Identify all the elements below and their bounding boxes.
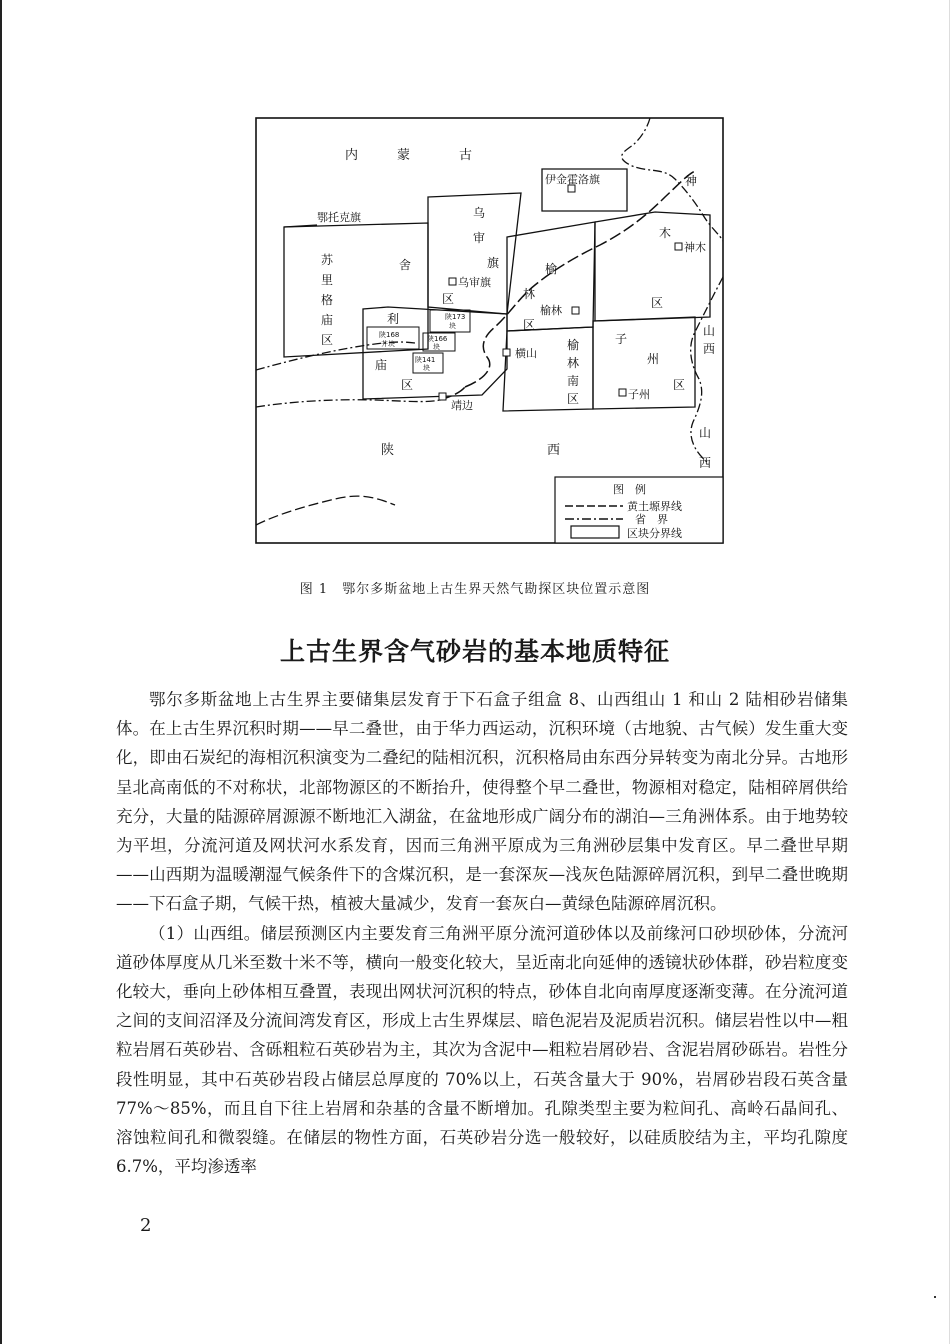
- province-boundary-east: [622, 118, 723, 241]
- yijinhuoluo-city-marker: [568, 185, 575, 192]
- label-shanxi-east-1a: 山: [703, 324, 716, 338]
- legend-title: 图 例: [613, 483, 646, 496]
- label-yulin-1: 榆: [545, 262, 558, 276]
- body-text: [116, 685, 848, 1181]
- legend-loess: 黄土塬界线: [627, 500, 682, 513]
- label-she: 舍: [399, 258, 412, 272]
- label-zizhou-3: 区: [673, 378, 686, 392]
- label-li: 利: [387, 312, 400, 326]
- label-shanxi-east-2b: 西: [699, 456, 712, 470]
- label-nei: 内: [345, 148, 359, 163]
- label-zizhou-2: 州: [647, 352, 660, 366]
- label-shen-top: 神: [685, 174, 698, 188]
- label-wushen-city: 乌审旗: [458, 276, 491, 289]
- label-wushen-2: 审: [473, 231, 486, 245]
- block-yulin-south: [503, 327, 593, 411]
- label-qu-shenmu: 区: [651, 296, 664, 310]
- label-hengshan: 横山: [515, 347, 537, 360]
- label-shenmu-city: 神木: [684, 241, 706, 254]
- label-mu: 木: [659, 226, 672, 240]
- label-sulige-3: 格: [321, 293, 334, 307]
- label-shaan166-b: 块: [433, 343, 440, 351]
- hengshan-city-marker: [503, 349, 510, 356]
- label-zizhou-city: 子州: [628, 388, 650, 401]
- label-shanxi-east-2a: 山: [699, 426, 712, 440]
- wushen-city-marker: [449, 278, 456, 285]
- legend-block: 区块分界线: [627, 527, 682, 540]
- label-yulinnan-1: 榆: [567, 338, 580, 352]
- label-sulige-2: 里: [321, 273, 334, 287]
- label-shaan173-a: 陕173: [445, 313, 466, 321]
- legend-province: 省 界: [635, 513, 668, 526]
- label-yijinhuoluo: 伊金霍洛旗: [545, 173, 600, 186]
- gas-exploration-block-map: [255, 117, 725, 545]
- page-number: 2: [140, 1215, 152, 1236]
- label-yulinnan-4: 区: [567, 392, 580, 406]
- page-left-edge: [0, 0, 2, 1344]
- map-legend: [555, 477, 723, 543]
- label-wushen-3: 旗: [487, 256, 500, 270]
- label-zizhou-1: 子: [615, 332, 628, 346]
- label-shaan173-b: 块: [449, 322, 456, 330]
- label-wushen-4: 区: [442, 292, 455, 306]
- label-xi: 西: [547, 443, 561, 458]
- label-shaan168-a: 陕168: [379, 331, 400, 339]
- province-boundary-south: [256, 400, 440, 407]
- label-sulige-4: 庙: [321, 313, 334, 327]
- figure-caption: 图 1 鄂尔多斯盆地上古生界天然气勘探区块位置示意图: [299, 582, 651, 597]
- label-yulinnan-2: 林: [567, 356, 580, 370]
- paragraph: 鄂尔多斯盆地上古生界主要储集层发育于下石盒子组盒 8、山西组山 1 和山 2 陆相砂岩储集体。在上古生界沉积时期——早二叠世，由于华力西运动，沉积环境（古地貌、古气候）发生重大变化，即由石炭纪的海相沉积演变为二叠纪的陆相沉积，沉积格局由东西分异转变为南北分异。古地形呈北高南低的不对称状，北部物源区的不断抬升，使得整个早二叠世，物源相对稳定，陆相碎屑供给充分，大量的陆源碎屑源源不断地汇入湖盆，在盆地形成广阔分布的湖泊—三角洲体系。由于地势较为平坦，分流河道及网状河水系发育，因而三角洲平原成为三角洲砂层集中发育区。早二叠世早期——山西期为温暖潮湿气候条件下的含煤沉积，是一套深灰—浅灰色陆源碎屑沉积，到早二叠世晚期——下石盒子期，气候干热，植被大量减少，发育一套灰白—黄绿色陆源碎屑沉积。: [116, 690, 848, 914]
- label-yulin-2: 林: [523, 287, 536, 301]
- label-meng: 蒙: [397, 148, 411, 163]
- label-gu: 古: [459, 148, 473, 163]
- paragraph: （1）山西组。储层预测区内主要发育三角洲平原分流河道砂体以及前缘河口砂坝砂体，分流河道砂体厚度从几米至数十米不等，横向一般变化较大，呈近南北向延伸的透镜状砂体群，砂岩粒度变化较大，垂向上砂体相互叠置，表现出网状河沉积的特点，砂体自北向南厚度逐渐变薄。在分流河道之间的支间沼泽及分流间湾发育区，形成上古生界煤层、暗色泥岩及泥质岩沉积。储层岩性以中—粗粒岩屑石英砂岩、含砾粗粒石英砂岩为主，其次为含泥中—粗粒岩屑砂岩、含泥岩屑砂砾岩。岩性分段性明显，其中石英砂岩段占储层总厚度的 70%以上，石英含量大于 90%，岩屑砂岩段石英含量 77%～85%，而且自下往上岩屑和杂基的含量不断增加。孔隙类型主要为粒间孔、高岭石晶间孔、溶蚀粒间孔和微裂缝。在储层的物性方面，石英砂岩分选一般较好，以硅质胶结为主，平均孔隙度 6.7%，平均渗透率: [116, 923, 848, 1177]
- jingbian-city-marker: [439, 393, 446, 400]
- label-shaan141-a: 陕141: [415, 356, 436, 364]
- block-sulige: [284, 223, 428, 357]
- scan-speck: [934, 1296, 936, 1298]
- label-shaan166-a: 陕166: [427, 335, 448, 343]
- label-shaan141-b: 块: [423, 364, 430, 372]
- loess-plateau-boundary-sw: [256, 496, 395, 525]
- zizhou-city-marker: [619, 389, 626, 396]
- label-miao: 庙: [375, 358, 388, 372]
- label-qu-sheli: 区: [401, 378, 414, 392]
- label-shanxi-east-1b: 西: [703, 342, 716, 356]
- label-yulin-city: 榆林: [540, 304, 562, 317]
- label-jingbian: 靖边: [451, 399, 473, 412]
- yulin-city-marker: [572, 307, 579, 314]
- label-yulin-3: 区: [523, 318, 536, 332]
- loess-plateau-boundary: [465, 171, 698, 387]
- label-sulige-5: 区: [321, 333, 334, 347]
- shenmu-city-marker: [675, 243, 682, 250]
- label-shaan: 陕: [381, 443, 395, 458]
- label-shaan168-b: 井块: [381, 340, 395, 348]
- label-sulige-1: 苏: [321, 253, 334, 267]
- section-title: 上古生界含气砂岩的基本地质特征: [279, 637, 670, 666]
- label-wushen-1: 乌: [473, 206, 486, 220]
- label-etuoke: 鄂托克旗: [317, 211, 361, 224]
- label-yulinnan-3: 南: [567, 374, 580, 388]
